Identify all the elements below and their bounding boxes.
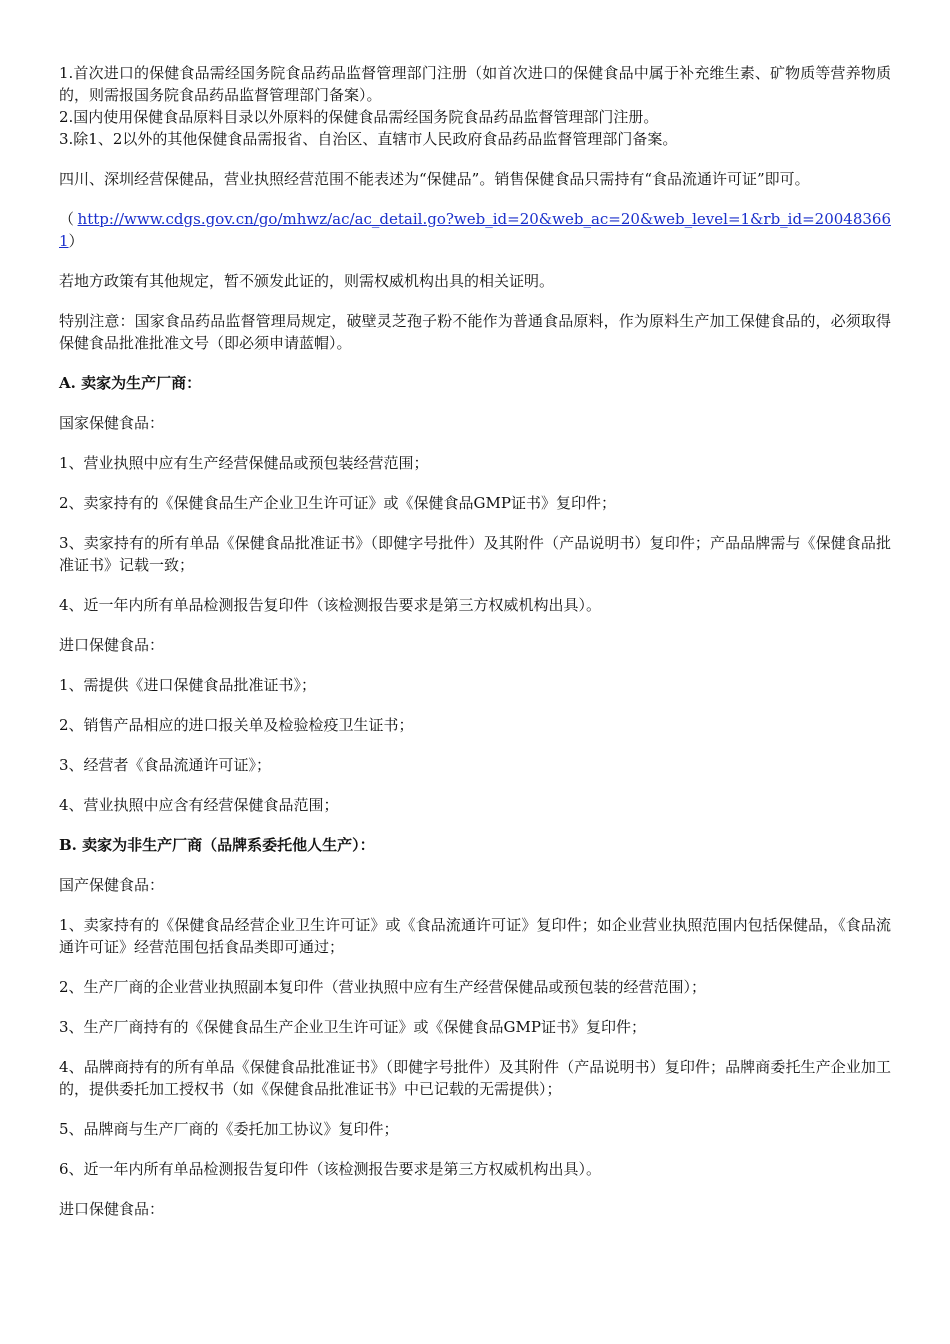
section-a-import-item-4: 4、营业执照中应含有经营保健食品范围； <box>59 796 339 814</box>
local-policy-note: 若地方政策有其他规定，暂不颁发此证的，则需权威机构出具的相关证明。 <box>59 272 555 290</box>
intro-item-2: 2.国内使用保健食品原料目录以外原料的保健食品需经国务院食品药品监督管理部门注册。 <box>59 108 659 126</box>
section-b-domestic-item-4: 4、品牌商持有的所有单品《保健食品批准证书》（即健字号批件）及其附件（产品说明书）复印件；品牌商委托生产企业加工的，提供委托加工授权书（如《保健食品批准证书》中已记载的无需提供）； <box>59 1058 891 1098</box>
section-b-heading: B. 卖家为非生产厂商（品牌系委托他人生产）： <box>59 836 375 854</box>
sichuan-shenzhen-note: 四川、深圳经营保健品，营业执照经营范围不能表述为“保健品”。销售保健食品只需持有“食品流通许可证”即可。 <box>59 170 810 188</box>
section-a-domestic-item-4: 4、近一年内所有单品检测报告复印件（该检测报告要求是第三方权威机构出具）。 <box>59 596 602 614</box>
section-a-domestic-item-3: 3、卖家持有的所有单品《保健食品批准证书》（即健字号批件）及其附件（产品说明书）复印件；产品品牌需与《保健食品批准证书》记载一致； <box>59 534 891 574</box>
section-a-domestic-item-1: 1、营业执照中应有生产经营保健品或预包装经营范围； <box>59 454 429 472</box>
section-a-heading: A. 卖家为生产厂商： <box>59 374 202 392</box>
document-body <box>59 62 891 1238</box>
section-b-domestic-item-1: 1、卖家持有的《保健食品经营企业卫生许可证》或《食品流通许可证》复印件；如企业营业执照范围内包括保健品，《食品流通许可证》经营范围包括食品类即可通过； <box>59 916 891 956</box>
section-a-import-item-1: 1、需提供《进口保健食品批准证书》； <box>59 676 317 694</box>
section-b-domestic-item-3: 3、生产厂商持有的《保健食品生产企业卫生许可证》或《保健食品GMP证书》复印件； <box>59 1018 646 1036</box>
section-b-domestic-item-5: 5、品牌商与生产厂商的《委托加工协议》复印件； <box>59 1120 399 1138</box>
intro-item-3: 3.除1、2以外的其他保健食品需报省、自治区、直辖市人民政府食品药品监督管理部门备案。 <box>59 130 678 148</box>
special-note: 特别注意：国家食品药品监督管理局规定，破壁灵芝孢子粉不能作为普通食品原料，作为原料生产加工保健食品的，必须取得保健食品批准批准文号（即必须申请蓝帽）。 <box>59 312 891 352</box>
section-b-domestic-item-2: 2、生产厂商的企业营业执照副本复印件（营业执照中应有生产经营保健品或预包装的经营范围）； <box>59 978 707 996</box>
section-a-domestic-item-2: 2、卖家持有的《保健食品生产企业卫生许可证》或《保健食品GMP证书》复印件； <box>59 494 616 512</box>
section-a-import-label: 进口保健食品： <box>59 636 165 654</box>
reference-link-paragraph <box>59 208 891 252</box>
section-a-domestic-label: 国家保健食品： <box>59 414 165 432</box>
section-a-import-item-3: 3、经营者《食品流通许可证》； <box>59 756 272 774</box>
link-open-paren: （ <box>59 210 78 228</box>
section-b-import-label: 进口保健食品： <box>59 1200 165 1218</box>
section-b-domestic-label: 国产保健食品： <box>59 876 165 894</box>
reference-link[interactable]: http://www.cdgs.gov.cn/go/mhwz/ac/ac_detail.go?web_id=20&web_ac=20&web_level=1&rb_id=200483661 <box>59 210 891 250</box>
intro-item-1: 1.首次进口的保健食品需经国务院食品药品监督管理部门注册（如首次进口的保健食品中属于补充维生素、矿物质等营养物质的，则需报国务院食品药品监督管理部门备案）。 <box>59 64 891 104</box>
section-a-import-item-2: 2、销售产品相应的进口报关单及检验检疫卫生证书； <box>59 716 414 734</box>
link-close-paren: ） <box>68 232 84 250</box>
section-b-domestic-item-6: 6、近一年内所有单品检测报告复印件（该检测报告要求是第三方权威机构出具）。 <box>59 1160 602 1178</box>
